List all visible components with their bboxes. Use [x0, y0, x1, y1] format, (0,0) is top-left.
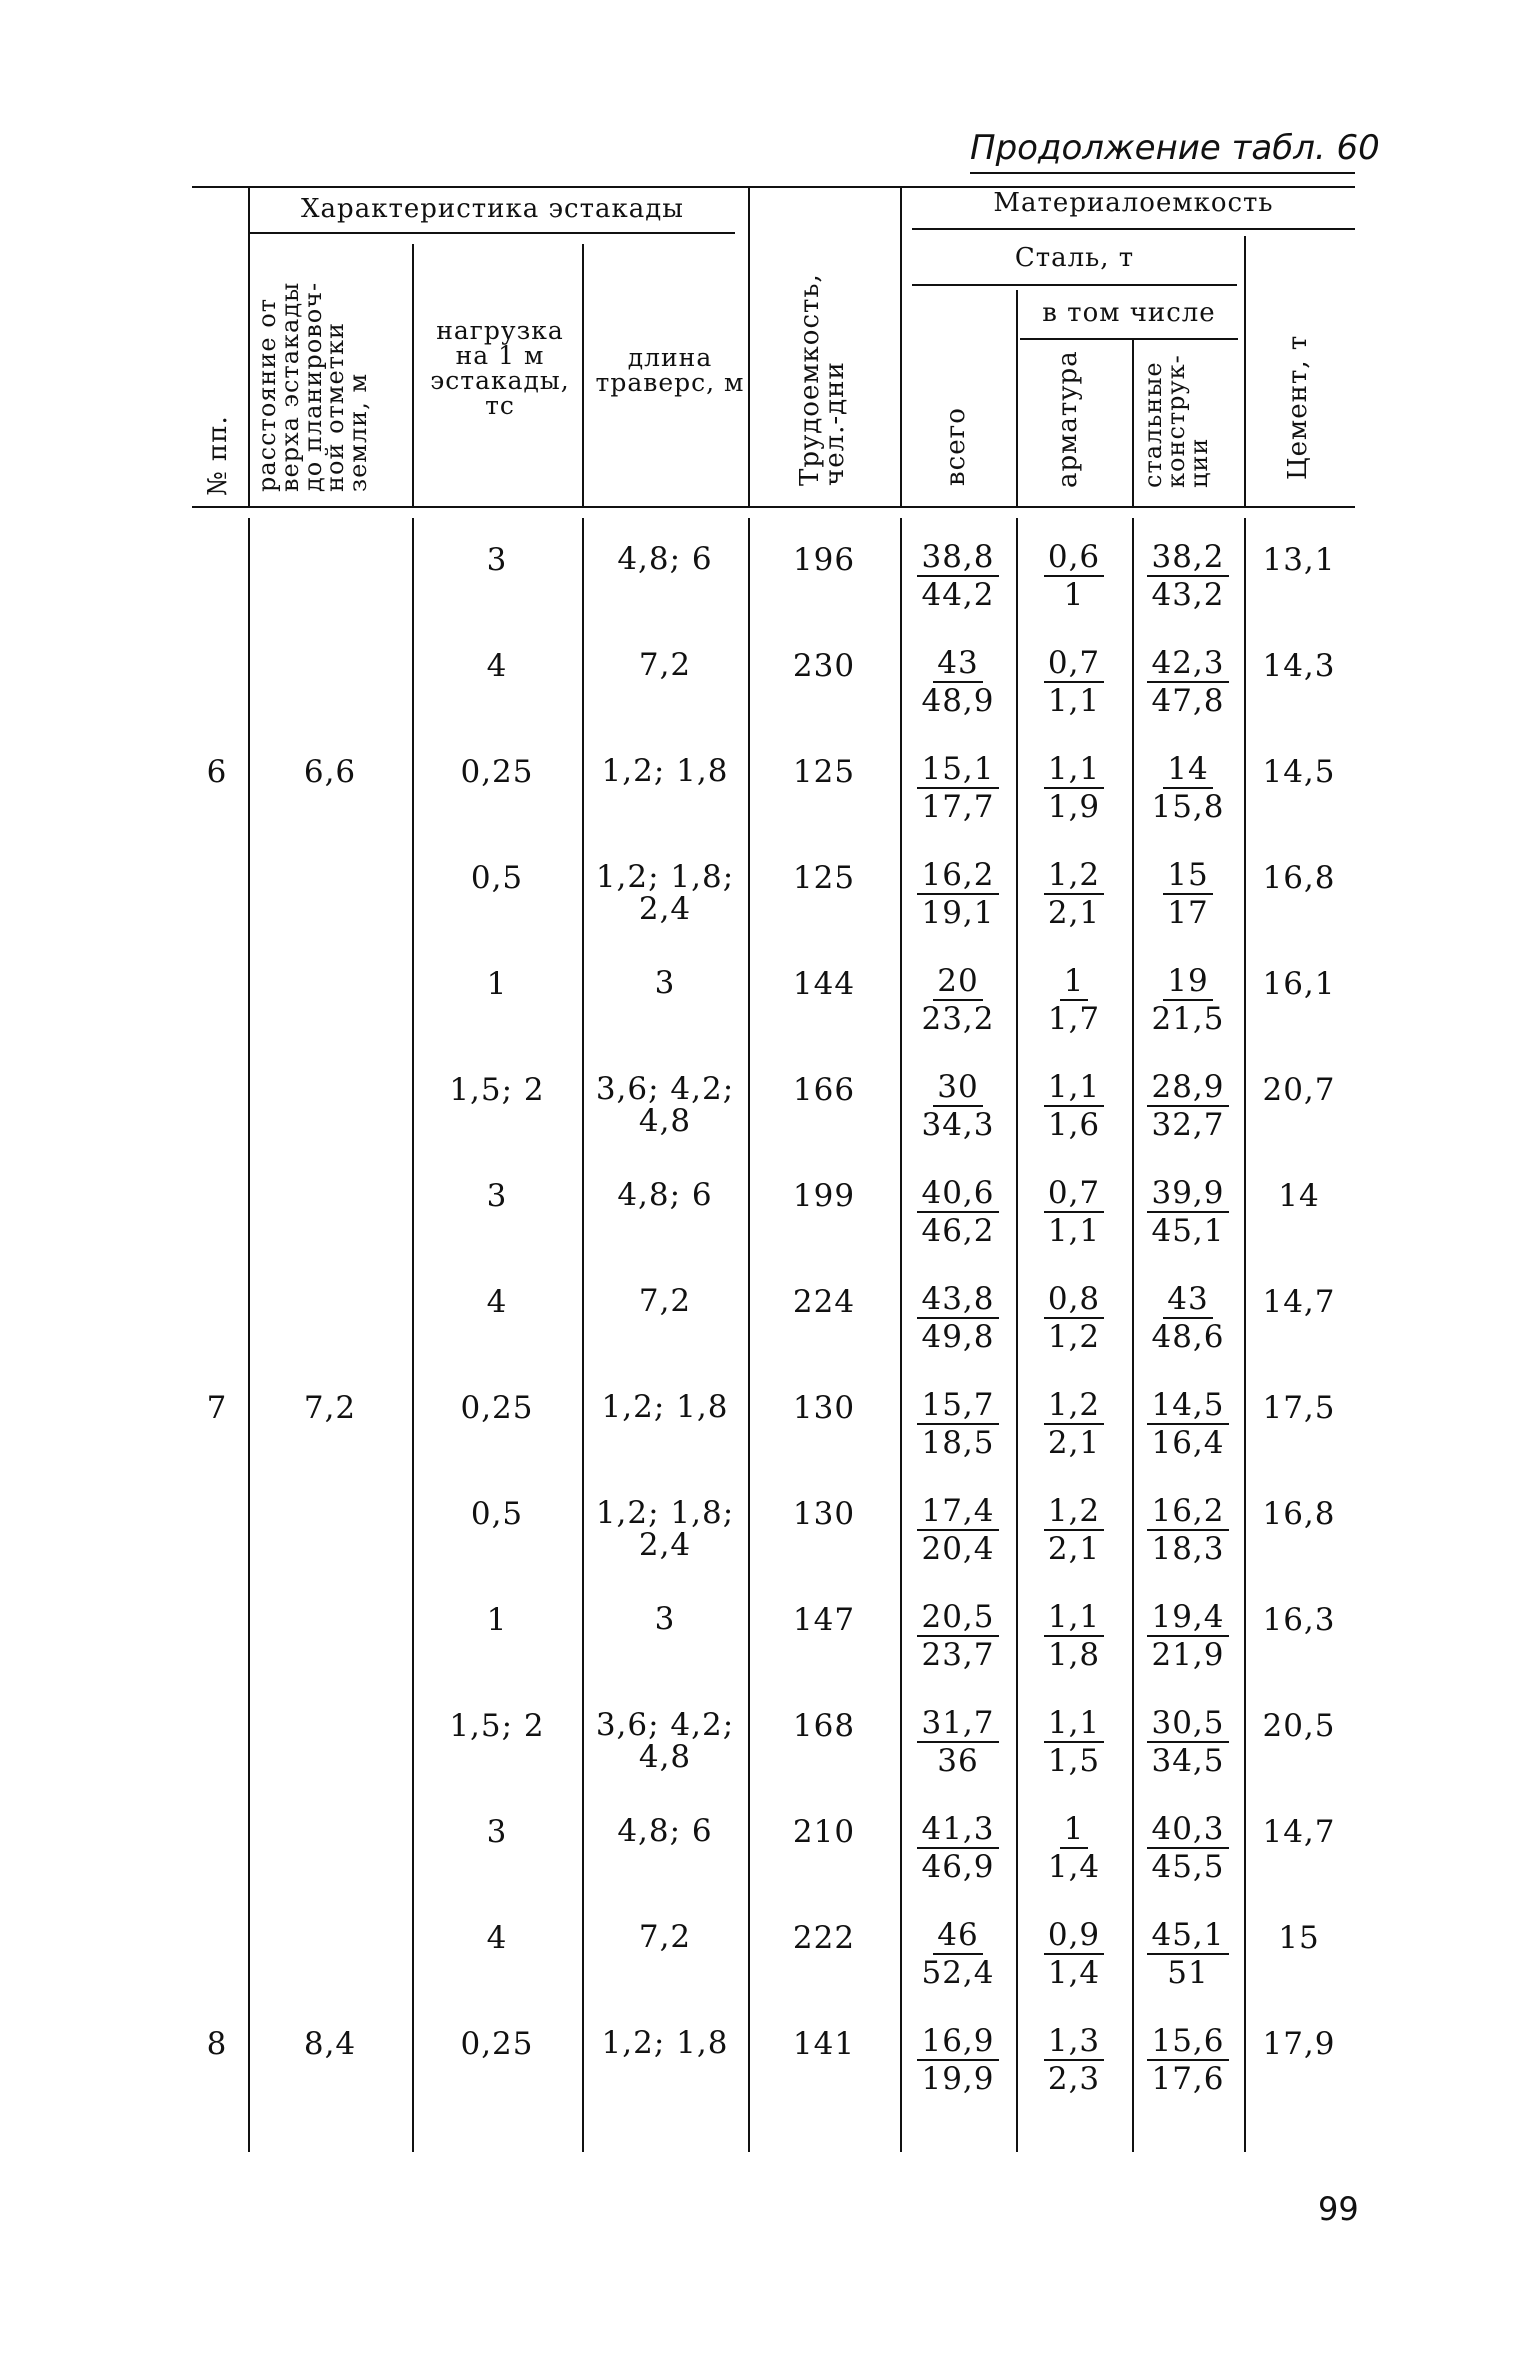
cell-length-line: 3	[654, 1601, 676, 1637]
cell-rebar-denominator: 2,1	[1047, 1531, 1101, 1567]
header-labor	[795, 273, 850, 486]
header-vline-2	[412, 244, 414, 506]
cell-rebar-denominator: 1,4	[1047, 1849, 1101, 1885]
cell-length-line: 1,2; 1,8;	[595, 859, 735, 895]
cell-rebar-denominator: 1,7	[1047, 1001, 1101, 1037]
cell-total-denominator: 48,9	[921, 683, 995, 719]
cell-total-numerator: 30	[933, 1069, 982, 1107]
cell-rebar-numerator: 1	[1060, 963, 1089, 1001]
cell-cement: 16,8	[1262, 860, 1336, 896]
cell-rebar-fraction	[1016, 1493, 1132, 1567]
cell-steel-denominator: 43,2	[1151, 577, 1225, 613]
cell-length-line: 7,2	[638, 1283, 692, 1319]
cell-steel-fraction	[1132, 1175, 1244, 1249]
header-num: № пп.	[203, 415, 233, 496]
cell-steel-denominator: 45,5	[1151, 1849, 1225, 1885]
cell-total-fraction	[900, 857, 1016, 931]
cell-rebar-denominator: 1,5	[1047, 1743, 1101, 1779]
cell-total-denominator: 49,8	[921, 1319, 995, 1355]
cell-labor: 144	[792, 966, 856, 1002]
header-material-group: Материалоемкость	[993, 188, 1274, 218]
cell-group-num: 6	[206, 754, 228, 790]
cell-steel-fraction	[1132, 2023, 1244, 2097]
cell-load: 4	[486, 1284, 508, 1320]
cell-rebar-fraction	[1016, 539, 1132, 613]
cell-rebar-denominator: 1,1	[1047, 1213, 1101, 1249]
cell-rebar-fraction	[1016, 645, 1132, 719]
cell-total-fraction	[900, 2023, 1016, 2097]
cell-cement: 14,3	[1262, 648, 1336, 684]
header-distance-line-1: расстояние от	[253, 298, 281, 492]
cell-total-fraction	[900, 1175, 1016, 1249]
cell-steel-denominator: 34,5	[1151, 1743, 1225, 1779]
cell-total-fraction	[900, 963, 1016, 1037]
header-vline-7	[1132, 340, 1134, 506]
cell-total-numerator: 43	[933, 645, 982, 683]
cell-length	[582, 1391, 748, 1423]
cell-load: 4	[486, 1920, 508, 1956]
cell-rebar-numerator: 1,1	[1044, 1705, 1104, 1743]
cell-steel-denominator: 45,1	[1151, 1213, 1225, 1249]
cell-total-numerator: 38,8	[917, 539, 998, 577]
cell-length-line: 3	[654, 965, 676, 1001]
cell-cement: 14,7	[1262, 1814, 1336, 1850]
cell-total-denominator: 44,2	[921, 577, 995, 613]
cell-rebar-numerator: 1,1	[1044, 751, 1104, 789]
cell-rebar-fraction	[1016, 963, 1132, 1037]
cell-labor: 130	[792, 1390, 856, 1426]
cell-steel-numerator: 15,6	[1147, 2023, 1228, 2061]
header-load: нагрузка на 1 м эстакады, тс	[430, 316, 570, 420]
cell-length-line: 1,2; 1,8	[601, 1389, 729, 1425]
cell-steel-fraction	[1132, 1493, 1244, 1567]
cell-total-denominator: 19,1	[921, 895, 995, 931]
cell-total-denominator: 34,3	[921, 1107, 995, 1143]
cell-rebar-numerator: 1,2	[1044, 1387, 1104, 1425]
cell-cement: 20,5	[1262, 1708, 1336, 1744]
cell-length	[582, 967, 748, 999]
cell-total-fraction	[900, 1599, 1016, 1673]
header-bottom-rule	[192, 506, 1355, 508]
cell-rebar-denominator: 1,1	[1047, 683, 1101, 719]
cell-rebar-numerator: 0,9	[1044, 1917, 1104, 1955]
cell-steel-fraction	[1132, 645, 1244, 719]
cell-total-denominator: 52,4	[921, 1955, 995, 1991]
cell-steel-numerator: 14	[1163, 751, 1212, 789]
cell-steel-fraction	[1132, 857, 1244, 931]
cell-steel-denominator: 17,6	[1151, 2061, 1225, 2097]
cell-steel-numerator: 15	[1163, 857, 1212, 895]
cell-rebar-numerator: 0,8	[1044, 1281, 1104, 1319]
cell-steel-fraction	[1132, 539, 1244, 613]
cell-total-fraction	[900, 1493, 1016, 1567]
cell-rebar-fraction	[1016, 1811, 1132, 1885]
cell-load: 1,5; 2	[449, 1708, 545, 1744]
cell-total-fraction	[900, 1387, 1016, 1461]
cell-group-num: 8	[206, 2026, 228, 2062]
cell-steel-numerator: 30,5	[1147, 1705, 1228, 1743]
cell-labor: 125	[792, 860, 856, 896]
cell-rebar-denominator: 1	[1063, 577, 1085, 613]
cell-total-fraction	[900, 751, 1016, 825]
header-steel-struct-line-1: стальные	[1139, 361, 1167, 488]
cell-steel-numerator: 28,9	[1147, 1069, 1228, 1107]
cell-length-line: 2,4	[638, 1527, 692, 1563]
cell-total-denominator: 20,4	[921, 1531, 995, 1567]
cell-steel-fraction	[1132, 1387, 1244, 1461]
cell-length	[582, 1179, 748, 1211]
cell-length-line: 1,2; 1,8	[601, 753, 729, 789]
cell-steel-denominator: 51	[1167, 1955, 1209, 1991]
cell-total-fraction	[900, 1069, 1016, 1143]
cell-load: 0,25	[460, 1390, 534, 1426]
cell-steel-denominator: 16,4	[1151, 1425, 1225, 1461]
cell-load: 3	[486, 542, 508, 578]
cell-cement: 16,3	[1262, 1602, 1336, 1638]
cell-load: 4	[486, 648, 508, 684]
cell-total-fraction	[900, 1281, 1016, 1355]
cell-steel-numerator: 19	[1163, 963, 1212, 1001]
cell-cement: 20,7	[1262, 1072, 1336, 1108]
cell-rebar-fraction	[1016, 1069, 1132, 1143]
cell-rebar-fraction	[1016, 1705, 1132, 1779]
cell-cement: 14	[1278, 1178, 1320, 1214]
header-steel-group: Сталь, т	[1014, 243, 1135, 273]
cell-steel-fraction	[1132, 1917, 1244, 1991]
cell-length-line: 1,2; 1,8	[601, 2025, 729, 2061]
cell-labor: 196	[792, 542, 856, 578]
cell-load: 0,5	[470, 1496, 524, 1532]
cell-length-line: 4,8	[638, 1103, 692, 1139]
cell-steel-numerator: 40,3	[1147, 1811, 1228, 1849]
cell-load: 0,25	[460, 754, 534, 790]
cell-total-denominator: 19,9	[921, 2061, 995, 2097]
cell-group-distance: 8,4	[303, 2026, 357, 2062]
table-caption: Продолжение табл. 60	[970, 128, 1380, 168]
cell-labor: 199	[792, 1178, 856, 1214]
cell-rebar-numerator: 1,1	[1044, 1599, 1104, 1637]
cell-total-denominator: 18,5	[921, 1425, 995, 1461]
cell-steel-fraction	[1132, 1811, 1244, 1885]
cell-total-numerator: 15,7	[917, 1387, 998, 1425]
cell-load: 1	[486, 966, 508, 1002]
cell-steel-fraction	[1132, 1705, 1244, 1779]
cell-steel-numerator: 38,2	[1147, 539, 1228, 577]
cell-steel-fraction	[1132, 1069, 1244, 1143]
header-length: длина траверс, м	[595, 343, 745, 397]
char-group-rule	[250, 232, 735, 234]
cell-rebar-numerator: 0,7	[1044, 645, 1104, 683]
header-steel-struct-line-3: ции	[1184, 437, 1213, 488]
cell-labor: 222	[792, 1920, 856, 1956]
cell-total-numerator: 16,2	[917, 857, 998, 895]
cell-rebar-denominator: 2,3	[1047, 2061, 1101, 2097]
cell-total-denominator: 23,2	[921, 1001, 995, 1037]
cell-total-fraction	[900, 645, 1016, 719]
header-distance-line-5: земли, м	[344, 372, 373, 492]
cell-length	[582, 1603, 748, 1635]
cell-labor: 141	[792, 2026, 856, 2062]
cell-steel-numerator: 19,4	[1147, 1599, 1228, 1637]
header-labor-line-1: Трудоемкость,	[795, 273, 825, 486]
including-rule	[1020, 338, 1238, 340]
cell-total-numerator: 20,5	[917, 1599, 998, 1637]
cell-rebar-numerator: 1,2	[1044, 857, 1104, 895]
cell-total-numerator: 31,7	[917, 1705, 998, 1743]
cell-rebar-fraction	[1016, 1387, 1132, 1461]
cell-total-numerator: 43,8	[917, 1281, 998, 1319]
header-distance-line-3: до планировоч-	[298, 281, 327, 492]
cell-labor: 168	[792, 1708, 856, 1744]
material-group-rule	[912, 228, 1355, 230]
cell-cement: 17,5	[1262, 1390, 1336, 1426]
cell-steel-fraction	[1132, 1599, 1244, 1673]
cell-total-denominator: 17,7	[921, 789, 995, 825]
header-vline-8	[1244, 236, 1246, 506]
steel-group-rule	[912, 284, 1237, 286]
cell-length-line: 4,8; 6	[617, 1177, 713, 1213]
header-steel-struct	[1139, 354, 1213, 488]
header-including: в том числе	[1042, 298, 1216, 328]
cell-rebar-denominator: 1,6	[1047, 1107, 1101, 1143]
cell-total-numerator: 16,9	[917, 2023, 998, 2061]
cell-total-denominator: 36	[937, 1743, 979, 1779]
cell-total-numerator: 15,1	[917, 751, 998, 789]
cell-group-num: 7	[206, 1390, 228, 1426]
cell-group-distance: 6,6	[303, 754, 357, 790]
header-labor-line-2: чел.-дни	[819, 361, 850, 486]
cell-rebar-numerator: 1,3	[1044, 2023, 1104, 2061]
cell-rebar-denominator: 2,1	[1047, 895, 1101, 931]
cell-length-line: 3,6; 4,2;	[595, 1707, 735, 1743]
cell-length-line: 4,8	[638, 1739, 692, 1775]
cell-length-line: 1,2; 1,8;	[595, 1495, 735, 1531]
cell-rebar-numerator: 1	[1060, 1811, 1089, 1849]
cell-length-line: 3,6; 4,2;	[595, 1071, 735, 1107]
cell-rebar-fraction	[1016, 857, 1132, 931]
cell-labor: 147	[792, 1602, 856, 1638]
cell-rebar-numerator: 1,2	[1044, 1493, 1104, 1531]
cell-load: 1,5; 2	[449, 1072, 545, 1108]
cell-steel-denominator: 18,3	[1151, 1531, 1225, 1567]
cell-length-line: 4,8; 6	[617, 1813, 713, 1849]
cell-rebar-denominator: 1,9	[1047, 789, 1101, 825]
cell-length-line: 7,2	[638, 647, 692, 683]
cell-labor: 130	[792, 1496, 856, 1532]
header-distance-line-2: верха эстакады	[275, 281, 304, 492]
cell-cement: 15	[1278, 1920, 1320, 1956]
cell-length	[582, 1815, 748, 1847]
cell-total-numerator: 20	[933, 963, 982, 1001]
cell-total-numerator: 46	[933, 1917, 982, 1955]
cell-steel-fraction	[1132, 751, 1244, 825]
cell-length	[582, 755, 748, 787]
cell-total-fraction	[900, 1705, 1016, 1779]
cell-rebar-numerator: 1,1	[1044, 1069, 1104, 1107]
cell-steel-denominator: 47,8	[1151, 683, 1225, 719]
header-total: всего	[941, 407, 971, 486]
header-distance	[253, 281, 373, 492]
cell-length	[582, 543, 748, 575]
cell-rebar-denominator: 1,2	[1047, 1319, 1101, 1355]
cell-length	[582, 1073, 748, 1137]
cell-steel-fraction	[1132, 1281, 1244, 1355]
caption-rule	[970, 172, 1355, 174]
cell-rebar-denominator: 1,4	[1047, 1955, 1101, 1991]
cell-steel-numerator: 42,3	[1147, 645, 1228, 683]
cell-group-distance: 7,2	[303, 1390, 357, 1426]
cell-steel-numerator: 43	[1163, 1281, 1212, 1319]
cell-rebar-denominator: 1,8	[1047, 1637, 1101, 1673]
page-number: 99	[1318, 2190, 1359, 2228]
cell-load: 3	[486, 1178, 508, 1214]
cell-rebar-denominator: 2,1	[1047, 1425, 1101, 1461]
cell-total-numerator: 17,4	[917, 1493, 998, 1531]
cell-steel-numerator: 39,9	[1147, 1175, 1228, 1213]
cell-total-numerator: 41,3	[917, 1811, 998, 1849]
cell-load: 3	[486, 1814, 508, 1850]
cell-rebar-numerator: 0,7	[1044, 1175, 1104, 1213]
cell-steel-numerator: 16,2	[1147, 1493, 1228, 1531]
cell-length	[582, 1921, 748, 1953]
cell-total-denominator: 46,9	[921, 1849, 995, 1885]
cell-steel-denominator: 48,6	[1151, 1319, 1225, 1355]
header-vline-5	[900, 186, 902, 506]
cell-cement: 16,8	[1262, 1496, 1336, 1532]
cell-cement: 14,5	[1262, 754, 1336, 790]
cell-length	[582, 861, 748, 925]
header-cement: Цемент, т	[1283, 334, 1313, 480]
cell-length	[582, 1709, 748, 1773]
header-steel-struct-line-2: конструк-	[1161, 354, 1190, 488]
cell-cement: 17,9	[1262, 2026, 1336, 2062]
cell-labor: 210	[792, 1814, 856, 1850]
cell-length-line: 2,4	[638, 891, 692, 927]
cell-steel-numerator: 45,1	[1147, 1917, 1228, 1955]
cell-rebar-fraction	[1016, 2023, 1132, 2097]
cell-length-line: 7,2	[638, 1919, 692, 1955]
cell-steel-fraction	[1132, 963, 1244, 1037]
cell-steel-denominator: 21,9	[1151, 1637, 1225, 1673]
cell-total-denominator: 46,2	[921, 1213, 995, 1249]
cell-rebar-fraction	[1016, 1917, 1132, 1991]
cell-cement: 14,7	[1262, 1284, 1336, 1320]
cell-length	[582, 649, 748, 681]
cell-length	[582, 1497, 748, 1561]
cell-total-denominator: 23,7	[921, 1637, 995, 1673]
cell-rebar-fraction	[1016, 751, 1132, 825]
cell-load: 0,5	[470, 860, 524, 896]
header-rebar: арматура	[1053, 350, 1083, 488]
cell-total-fraction	[900, 1811, 1016, 1885]
cell-total-fraction	[900, 1917, 1016, 1991]
cell-load: 1	[486, 1602, 508, 1638]
cell-rebar-numerator: 0,6	[1044, 539, 1104, 577]
cell-steel-denominator: 32,7	[1151, 1107, 1225, 1143]
cell-steel-denominator: 21,5	[1151, 1001, 1225, 1037]
cell-length-line: 4,8; 6	[617, 541, 713, 577]
cell-cement: 16,1	[1262, 966, 1336, 1002]
cell-steel-numerator: 14,5	[1147, 1387, 1228, 1425]
cell-cement: 13,1	[1262, 542, 1336, 578]
header-distance-line-4: ной отметки	[321, 322, 350, 492]
cell-length	[582, 2027, 748, 2059]
cell-steel-denominator: 17	[1167, 895, 1209, 931]
header-char-group: Характеристика эстакады	[301, 194, 684, 224]
cell-rebar-fraction	[1016, 1281, 1132, 1355]
cell-steel-denominator: 15,8	[1151, 789, 1225, 825]
header-vline-1	[248, 186, 250, 506]
cell-labor: 224	[792, 1284, 856, 1320]
cell-total-numerator: 40,6	[917, 1175, 998, 1213]
cell-load: 0,25	[460, 2026, 534, 2062]
cell-labor: 125	[792, 754, 856, 790]
cell-total-fraction	[900, 539, 1016, 613]
header-vline-3	[582, 244, 584, 506]
cell-labor: 230	[792, 648, 856, 684]
cell-length	[582, 1285, 748, 1317]
header-vline-6	[1016, 290, 1018, 506]
cell-labor: 166	[792, 1072, 856, 1108]
cell-rebar-fraction	[1016, 1175, 1132, 1249]
cell-rebar-fraction	[1016, 1599, 1132, 1673]
